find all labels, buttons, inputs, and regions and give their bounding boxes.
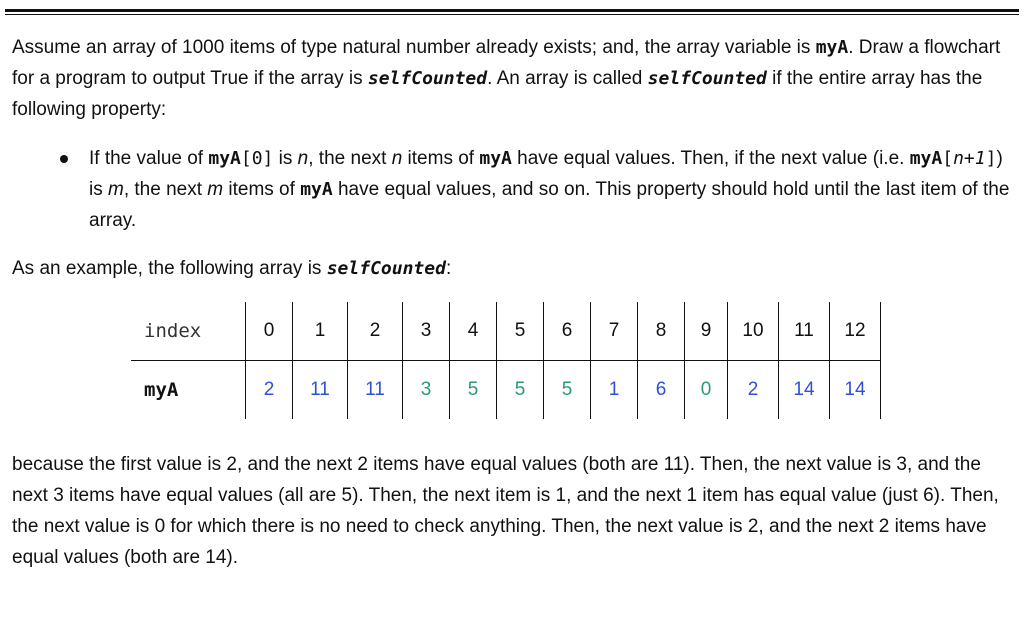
var-n: n (297, 148, 309, 169)
code-mya: myA (208, 148, 241, 169)
index-cell: 6 (544, 302, 591, 361)
bullet-text-3: , the next (308, 148, 392, 169)
index-cell: 2 (348, 302, 403, 361)
value-cell: 11 (348, 361, 403, 420)
index-cell: 7 (591, 302, 638, 361)
bullet-text-4: items of (402, 148, 480, 169)
code-index-0: [0] (240, 148, 274, 169)
bullet-text-6: ) is (89, 148, 1003, 200)
index-row (131, 302, 881, 361)
intro-text-4: if the entire array has the following property: (12, 68, 983, 120)
values-row-label: myA (144, 379, 179, 401)
value-cell: 3 (403, 361, 450, 420)
bullet-text-1: If the value of (89, 148, 209, 169)
bullet-text-8: items of (223, 179, 301, 200)
var-n: n (391, 148, 403, 169)
explanation-text: because the first value is 2, and the next 2 items have equal values (both are 11). Then, the next value is 3, and the next 3 items have equal values (all are 5). Then, the next item is 1, and the next 1 item has equal value (just 6). Then, the next value is 0 for which there is no need to check anything. Then, the next value is 2, and the next 2 items have equal values (both are 14). (12, 454, 999, 568)
index-cell: 11 (779, 302, 830, 361)
array-variable-name: myA (815, 37, 849, 58)
code-mya: myA (479, 148, 512, 169)
value-cell: 14 (779, 361, 830, 420)
value-cell: 11 (293, 361, 348, 420)
index-row-label: index (131, 302, 246, 361)
bullet-text-5: have equal values. Then, if the next value (i.e. (511, 148, 910, 169)
bullet-text-7: , the next (123, 179, 208, 200)
index-cell: 4 (450, 302, 497, 361)
example-text-1: As an example, the following array is (12, 258, 327, 279)
index-cell: 5 (497, 302, 544, 361)
code-bracket-open: [ (942, 148, 954, 169)
example-text-2: : (445, 258, 452, 279)
value-cell: 6 (638, 361, 685, 420)
term-selfcounted: selfCounted (326, 258, 446, 279)
example-intro (12, 253, 1016, 284)
index-cell: 10 (728, 302, 779, 361)
value-cell: 0 (685, 361, 728, 420)
value-cell: 5 (497, 361, 544, 420)
index-cell: 8 (638, 302, 685, 361)
term-selfcounted: selfCounted (367, 68, 488, 89)
bullet-icon (60, 155, 68, 163)
bullet-text-2: is (273, 148, 298, 169)
value-cell: 1 (591, 361, 638, 420)
code-mya: myA (909, 148, 943, 169)
intro-text-2: . Draw a flowchart for a program to output True if the array is (12, 37, 1001, 89)
var-m: m (108, 179, 124, 200)
example-array-table (131, 302, 881, 419)
code-mya: myA (300, 179, 333, 200)
top-rule (5, 9, 1019, 12)
intro-text-3: . An array is called (487, 68, 648, 89)
problem-statement (12, 32, 1016, 125)
value-cell: 5 (450, 361, 497, 420)
intro-text-1: Assume an array of 1000 items of type natural number already exists; and, the array variable is (12, 37, 816, 58)
code-bracket-close: ] (985, 148, 997, 169)
index-cell: 12 (830, 302, 881, 361)
index-cell: 9 (685, 302, 728, 361)
value-cell: 2 (246, 361, 293, 420)
value-cell: 14 (830, 361, 881, 420)
value-cell: 2 (728, 361, 779, 420)
index-cell: 0 (246, 302, 293, 361)
value-cell: 5 (544, 361, 591, 420)
index-cell: 1 (293, 302, 348, 361)
var-m: m (207, 179, 224, 200)
values-row (131, 361, 881, 420)
property-text (89, 143, 1019, 236)
top-rule-thin (5, 14, 1019, 15)
index-cell: 3 (403, 302, 450, 361)
code-n-plus-1: n+1 (953, 148, 986, 169)
bullet-text-9: have equal values, and so on. This property should hold until the last item of the array. (89, 179, 1010, 231)
term-selfcounted: selfCounted (647, 68, 767, 89)
